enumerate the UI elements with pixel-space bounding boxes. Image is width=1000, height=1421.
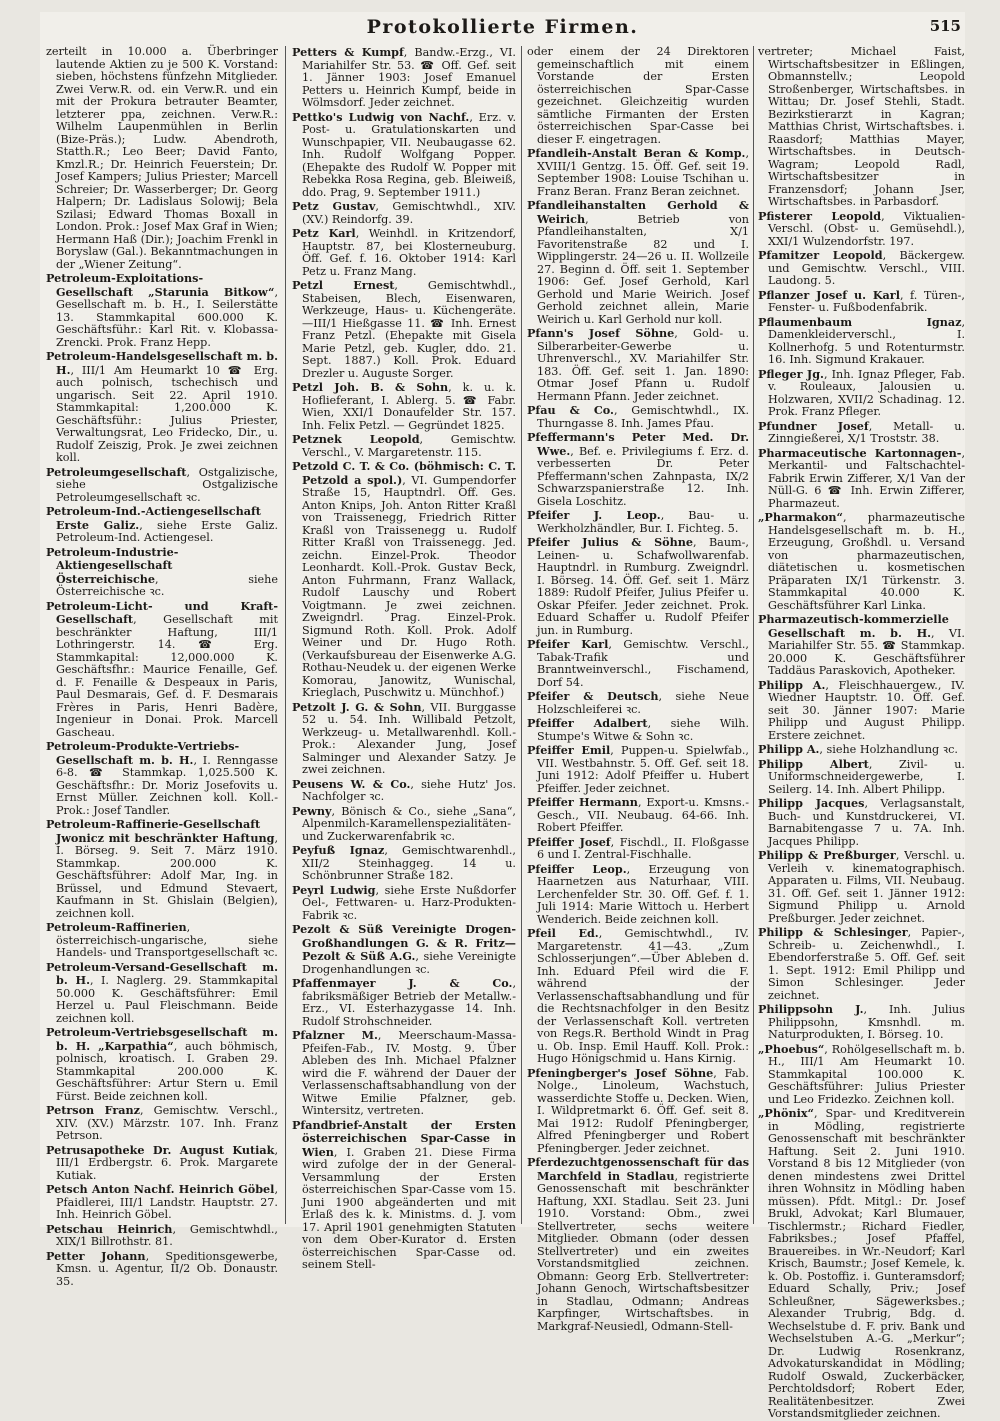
directory-entry: Petroleum-Versand-Gesellschaft m. b. H., I. Naglerg. 29. Stammkapital 50.000 K. Geschäftsführer: Emil Herzel u. Paul Fleischmann. Beide zeichnen koll.: [46, 959, 278, 1025]
directory-entry: Petroleum-Produkte-Vertriebs-Gesellschaft m. b. H., I. Renngasse 6-8. ☎ Stammkap. 1,025.500 K. Geschäftsfhr.: Dr. Moriz Josefovits u. Ernst Müller. Zeichnen koll. Koll.-Prok.: Josef Tandler.: [46, 739, 278, 817]
directory-entry: Pharmazeutisch-kommerzielle Gesellschaft m. b. H., VI. Mariahilfer Str. 55. ☎ Stammkap. 20.000 K. Geschäftsführer Taddäus Paraskovich, Apotheker.: [758, 612, 965, 677]
directory-entry: Pfandleihanstalten Gerhold & Weirich, Betrieb von Pfandleihanstalten, X/1 Favoritenstraße 82 und I. Wipplingerstr. 24—26 u. II. Wollzeile 27. Beginn d. Öff. seit 1. September 1906: Gef. Josef Gerhold, Karl Gerhold und Marie Weirich. Josef Gerhold zeichnet allein, Marie Weirich u. Karl Gerhold nur koll.: [527, 198, 749, 326]
page-title: Protokollierte Firmen.: [366, 16, 639, 38]
directory-entry: Pettko's Ludwig von Nachf., Erz. v. Post- u. Gratulationskarten und Wunschpapier, VII. Neubaugasse 62. Inh. Rudolf Wolfgang Popper. (Ehepakte des Rudolf W. Popper mit Rebekka Rosa Regina, geb. Bleiweiß, ddo. Prag, 9. September 1911.): [292, 109, 516, 199]
firm-name: Petsch Anton Nachf. Heinrich Göbel: [46, 1182, 275, 1196]
firm-name: Petroleum-Industrie-Aktiengesellschaft Österreichische: [46, 544, 179, 586]
directory-entry: Pfundner Josef, Metall- u. Zinngießerei, X/1 Troststr. 38.: [758, 418, 966, 445]
directory-entry: Petroleum-Vertriebsgesellschaft m. b. H. „Karpathia“, auch böhmisch, polnisch, kroatisch. I. Graben 29. Stammkapital 200.000 K. Geschäftsführer: Artur Stern u. Emil Fürst. Beide zeichnen koll.: [46, 1025, 278, 1103]
firm-name: „Pharmakon“: [758, 510, 843, 524]
column-3: [527, 45, 750, 1333]
firm-name: Petz Gustav: [292, 199, 376, 213]
firm-name: Petroleum-Ind.-Actiengesellschaft Erste Galiz.: [46, 504, 261, 532]
firm-name: Peusens W. & Co.: [292, 776, 411, 791]
directory-entry: Petz Karl, Weinhdl. in Kritzendorf, Hauptstr. 87, bei Klosterneuburg. Öff. Gef. f. 16. Oktober 1914: Karl Petz u. Franz Mang.: [292, 226, 516, 278]
firm-name: Pfeifer Julius & Söhne: [527, 535, 693, 549]
directory-entry: Pfalzner M., Meerschaum-Massa-Pfeifen-Fab., IV. Mostg. 9. Über Ableben des Inh. Michael Pfalzner wird die F. während der Dauer der Verlassenschaftsabhandlung von der Witwe Emilie Pfalzner, geb. Wintersitz, vertreten.: [292, 1028, 516, 1117]
directory-entry: Philipp & Schlesinger, Papier-, Schreib- u. Zeichenwhdl., I. Ebendorferstraße 5. Off. Gef. seit 1. Sept. 1912: Emil Philipp und Simon Schlesinger. Jeder zeichnet.: [758, 925, 965, 1002]
firm-name: Pfandbrief-Anstalt der Ersten österreichischen Spar-Casse in Wien: [292, 1117, 516, 1159]
firm-name: Petzold C. T. & Co. (böhmisch: C. T. Petzold a spol.): [292, 459, 516, 487]
directory-entry: Petzl Ernest, Gemischtwhdl., Stabeisen, Blech, Eisenwaren, Werkzeuge, Haus- u. Küchengeräte.—III/1 Hießgasse 11. ☎ Inh. Ernest Franz Petzl. (Ehepakte mit Gisela Marie Petzl, geb. Kugler, ddo. 21. Sept. 1887.) Koll. Prok. Eduard Drezler u. Auguste Sorger.: [292, 278, 516, 380]
firm-name: Pfundner Josef: [758, 418, 869, 433]
directory-entry: Pharmaceutische Kartonnagen-, Merkantil- und Faltschachtel-Fabrik Erwin Zifferer, X/1 Van der Nüll-G. 6 ☎ Inh. Erwin Zifferer, Pharmazeut.: [758, 445, 965, 510]
directory-entry: Pfann's Josef Söhne, Gold- u. Silberarbeiter-Gewerbe u. Uhrenverschl., XV. Mariahilfer Str. 183. Öff. Gef. seit 1. Jan. 1890: Otmar Josef Pfann u. Rudolf Hermann Pfann. Jeder zeichnet.: [527, 326, 750, 403]
firm-name: Petzolt J. G. & Sohn: [292, 699, 422, 714]
firm-name: Pharmaceutische Kartonnagen-: [758, 445, 962, 460]
directory-entry: Pflanzer Josef u. Karl, f. Türen-, Fenster- u. Fußbodenfabrik.: [758, 287, 965, 314]
directory-entry: „Phoebus“, Rohölgesellschaft m. b. H., III/1 Am Heumarkt 10. Stammkapital 100.000 K. Geschäftsführer: Julius Priester und Leo Fridezko. Zeichnen koll.: [758, 1041, 965, 1106]
directory-page: [40, 12, 966, 1420]
directory-entry: Philipp A., Fleischhauergew., IV. Wiedner Hauptstr. 10. Öff. Gef. seit 30. Jänner 1907: Marie Philipp und August Philipp. Erstere zeichnet.: [758, 677, 965, 742]
directory-entry: Pfisterer Leopold, Viktualien-Verschl. (Obst- u. Gemüsehdl.), XXI/1 Wulzendorfstr. 197.: [758, 208, 965, 248]
directory-entry: Pfeffermann's Peter Med. Dr. Wwe., Bef. e. Privilegiums f. Erz. d. verbesserten Dr. Peter Pfeffermann'schen Zahnpasta, IX/2 Schwarzspanierstraße 12. Inh. Gisela Loschitz.: [527, 430, 749, 508]
firm-name: Petroleum-Licht- und Kraft-Gesellschaft: [46, 598, 278, 626]
directory-entry: Petroleum-Ind.-Actiengesellschaft Erste Galiz., siehe Erste Galiz. Petroleum-Ind. Actiengesel.: [46, 504, 279, 544]
directory-entry: Pfau & Co., Gemischtwhdl., IX. Thurngasse 8. Inh. James Pfau.: [527, 403, 749, 430]
directory-entry: oder einem der 24 Direktoren gemeinschaftlich mit einem Vorstande der Ersten österreichischen Spar-Casse gezeichnet. Gleichzeitig wurden sämtliche Firmanten der Ersten österreichischen Spar-Casse bei dieser F. eingetragen.: [527, 45, 749, 146]
firm-name: Philipp & Preßburger: [758, 848, 896, 862]
directory-entry: Pfeningberger's Josef Söhne, Fab. Nolge., Linoleum, Wachstuch, wasserdichte Stoffe u. Decken. Wien, I. Wildpretmarkt 6. Öff. Gef. seit 8. Mai 1912: Rudolf Pfeningberger, Alfred Pfeningberger und Robert Pfeningberger. Jeder zeichnet.: [527, 1065, 749, 1155]
firm-name: Petz Karl: [292, 226, 356, 240]
directory-entry: Philipp A., siehe Holzhandlung ꝛc.: [758, 742, 958, 756]
firm-name: Pfeiffer Emil: [527, 743, 611, 757]
firm-name: Petroleum-Raffinerien: [46, 920, 187, 934]
directory-entry: Pfeifer J. Leop., Bau- u. Werkholzhändler, Bur. I. Fichteg. 5.: [527, 508, 749, 535]
firm-name: Pfamitzer Leopold: [758, 248, 883, 262]
firm-name: Pewny: [292, 803, 332, 818]
firm-name: Pfeil Ed.: [527, 926, 599, 940]
page-header: [40, 14, 965, 42]
firm-name: Pfandleih-Anstalt Beran & Komp.: [527, 146, 746, 160]
firm-name: Petroleum-Raffinerie-Gesellschaft Jwonicz mit beschränkter Haftung: [46, 817, 275, 845]
firm-name: Pfisterer Leopold: [758, 208, 882, 223]
directory-entry: Petsch Anton Nachf. Heinrich Göbel, Pfaidlerei, III/1 Landstr. Hauptstr. 27. Inh. Heinrich Göbel.: [46, 1182, 278, 1221]
firm-name: Philipp & Schlesinger: [758, 925, 908, 939]
directory-entry: Pfeiffer Josef, Fischdl., II. Floßgasse 6 und I. Zentral-Fischhalle.: [527, 834, 749, 861]
directory-entry: Pfeiffer Adalbert, siehe Wilh. Stumpe's Witwe & Sohn ꝛc.: [527, 716, 750, 743]
directory-entry: Philipp Albert, Zivil- u. Uniformschneidergewerbe, I. Seilerg. 14. Inh. Albert Philipp.: [758, 756, 965, 796]
directory-entry: Philipp & Preßburger, Verschl. u. Verleih v. kinematographisch. Apparaten u. Films, VII. Neubaug. 31. Off. Gef. seit 1. Jänner 1912: Sigmund Philipp u. Arnold Preßburger. Jeder zeichnet.: [758, 848, 965, 925]
directory-entry: Philipp Jacques, Verlagsanstalt, Buch- und Kunstdruckerei, VI. Barnabitengasse 7 u. 7A. Inh. Jacques Philipp.: [758, 796, 965, 848]
directory-entry: Pfandbrief-Anstalt der Ersten österreichischen Spar-Casse in Wien, I. Graben 21. Diese Firma wird zufolge der in der General-Versammlung der Ersten österreichischen Spar-Casse vom 15. Juni 1900 abgeänderten und mit Erlaß des k. k. Ministms. d. J. vom 17. April 1901 genehmigten Statuten von dem Ober-Kurator d. Ersten österreichischen Spar-Casse od. seinem Stell-: [292, 1117, 516, 1271]
page-number: 515: [929, 17, 961, 35]
firm-name: Pfaffenmayer J. & Co.: [292, 976, 513, 990]
directory-entry: Petroleumgesellschaft, Ostgalizische, siehe Ostgalizische Petroleumgesellschaft ꝛc.: [46, 464, 278, 504]
directory-entry: Petroleum-Handelsgesellschaft m. b. H., III/1 Am Heumarkt 10 ☎ Erg. auch polnisch, tschechisch und ungarisch. Seit 22. April 1910. Stammkapital: 1,200.000 K. Geschäftsführ.: Julius Priester, Verwaltungsrat, Leo Fridecko, Dir., u. Rudolf Zeiszig, Prok. Je zwei zeichnen koll.: [46, 349, 278, 464]
firm-name: Pfeningberger's Josef Söhne: [527, 1065, 714, 1080]
directory-entry: Petschau Heinrich, Gemischtwhdl., XIX/1 Billrothstr. 81.: [46, 1221, 278, 1248]
directory-entry: zerteilt in 10.000 a. Überbringer lautende Aktien zu je 500 K. Vorstand: sieben, höchstens fünfzehn Mitglieder. Zwei Verw.R. od. ein Verw.R. und ein mit der Prokura betrauter Beamter, letzterer ppa, zeichnen. Verw.R.: Wilhelm Laupenmühlen in Berlin (Bize-Präs.); Ludw. Abendroth, Statth.R.; Leo Beer; David Fanto, Kmzl.R.; Dr. Heinrich Feuerstein; Dr. Josef Kampers; Julius Priester; Marcell Schreier; Dr. Wasserberger; Dr. Georg Halpern; Dr. Ladislaus Solowij; Bela Szilasi; Edward Thomas Boxall in London. Prok.: Josef Max Graf in Wien; Hermann Haß (Dir.); Joachim Frenkl in Boryslaw (Gal.). Bekanntmachungen in der „Wiener Zeitung“.: [46, 45, 279, 271]
firm-name: Pfau & Co.: [527, 403, 614, 417]
firm-name: Petrson Franz: [46, 1103, 141, 1117]
firm-name: Pfann's Josef Söhne: [527, 326, 675, 340]
firm-name: Peyfuß Ignaz: [292, 843, 385, 857]
directory-entry: Pfleger Jg., Inh. Ignaz Pfleger, Fab. v. Rouleaux, Jalousien u. Holzwaren, XVII/2 Schadinag. 12. Prok. Franz Pfleger.: [758, 366, 965, 418]
firm-name: Petzl Joh. B. & Sohn: [292, 380, 449, 394]
column-4: [758, 45, 966, 1420]
directory-entry: Petzold C. T. & Co. (böhmisch: C. T. Petzold a spol.), VI. Gumpendorfer Straße 15, Hauptndrl. Off. Ges. Anton Knips, Joh. Anton Ritter Kraßl von Traissenegg, Friedrich Ritter Kraßl von Traissenegg u. Rudolf Ritter Kraßl von Traissenegg. Jed. zeichn. Einzel-Prok. Theodor Leonhardt. Koll.-Prok. Gustav Beck, Anton Fuhrmann, Franz Wallack, Rudolf Lauschy und Robert Voigtmann. Je zwei zeichnen. Zweigndrl. Prag. Einzel-Prok. Sigmund Roth. Koll. Prok. Adolf Weiner und Dr. Hugo Roth. (Verkaufsbureau der Eisenwerke A.G. Rothau-Neudek u. der eigenen Werke Komorau, Janowitz, Wunischal, Krieglach, Puschwitz u. Münchhof.): [292, 459, 516, 699]
directory-entry: Peyrl Ludwig, siehe Erste Nußdorfer Oel-, Fettwaren- u. Harz-Produkten-Fabrik ꝛc.: [292, 882, 517, 922]
directory-entry: Petroleum-Raffinerien, österreichisch-ungarische, siehe Handels- und Transportgesellschaft ꝛc.: [46, 920, 278, 959]
firm-name: Petroleum-Versand-Gesellschaft m. b. H.: [46, 959, 278, 987]
directory-entry: Petrson Franz, Gemischtw. Verschl., XIV. (XV.) Märzstr. 107. Inh. Franz Petrson.: [46, 1103, 278, 1142]
directory-entry: Pewny, Bönisch & Co., siehe „Sana“, Alpenmilch-Karamellenspezialitäten- und Zuckerwarenfabrik ꝛc.: [292, 803, 516, 843]
firm-name: Philipp A.: [758, 677, 826, 692]
column-2: [292, 45, 517, 1271]
directory-entry: Pferdezuchtgenossenschaft für das Marchfeld in Stadlau, registrierte Genossenschaft mit beschränkter Haftung, XXI. Stadlau. Seit 23. Juni 1910. Vorstand: Obm., zwei Stellvertreter, sechs weitere Mitglieder. Obmann (oder dessen Stellvertreter) und ein zweites Vorstandsmitglied zeichnen. Obmann: Georg Erb. Stellvertreter: Johann Genoch, Wirtschaftsbesitzer in Stadlau, Odmann; Andreas Karpfinger, Wirtschaftsbes. in Markgraf-Neusiedl, Odmann-Stell-: [527, 1155, 749, 1333]
directory-entry: Petters & Kumpf, Bandw.-Erzg., VI. Mariahilfer Str. 53. ☎ Off. Gef. seit 1. Jänner 1903: Josef Emanuel Petters u. Heinrich Kumpf, beide in Wölmsdorf. Jeder zeichnet.: [292, 45, 516, 109]
directory-entry: Petznek Leopold, Gemischtw. Verschl., V. Margaretenstr. 115.: [292, 432, 517, 459]
firm-name: Petter Johann: [46, 1248, 146, 1263]
firm-name: Pfeffermann's Peter Med. Dr. Wwe.: [527, 430, 749, 458]
directory-entry: Peyfuß Ignaz, Gemischtwarenhdl., XII/2 Steinhaggeg. 14 u. Schönbrunner Straße 182.: [292, 843, 516, 882]
firm-name: „Phoebus“: [758, 1041, 825, 1056]
directory-entry: Petroleum-Industrie-Aktiengesellschaft Österreichische, siehe Österreichische ꝛc.: [46, 544, 278, 598]
firm-name: „Phönix“: [758, 1106, 814, 1120]
directory-entry: Peusens W. & Co., siehe Hutz' Jos. Nachfolger ꝛc.: [292, 776, 516, 803]
directory-entry: Pfeiffer Leop., Erzeugung von Haarnetzen aus Naturhaar, VIII. Lerchenfelder Str. 30. Off. Gef. f. 1. Juli 1914: Marie Wittoch u. Herbert Wenderich. Beide zeichnen koll.: [527, 861, 749, 926]
column-1: [46, 45, 279, 1288]
directory-entry: Petroleum-Licht- und Kraft-Gesellschaft, Gesellschaft mit beschränkter Haftung, III/1 Lothringerstr. 14. ☎ Erg. Stammkapital: 12,000.000 K. Geschäftsfhr.: Maurice Fenaille, Gef. d. F. Fenaille & Despeaux in Paris, Paul Desmarais, Gef. d. F. Desmarais Frères in Paris, Henri Badère, Ingenieur in Donai. Prok. Marcell Gascheau.: [46, 598, 278, 739]
directory-entry: Pezolt & Süß Vereinigte Drogen-Großhandlungen G. & R. Fritz—Pezolt & Süß A.G., siehe Vereinigte Drogenhandlungen ꝛc.: [292, 922, 516, 976]
firm-name: Pfalzner M.: [292, 1028, 378, 1042]
directory-entry: Petrusapotheke Dr. August Kutiak, III/1 Erdbergstr. 6. Prok. Margarete Kutiak.: [46, 1142, 278, 1182]
directory-entry: „Phönix“, Spar- und Kreditverein in Mödling, registrierte Genossenschaft mit beschränkter Haftung. Seit 2. Juni 1910. Vorstand 8 bis 12 Mitglieder (von denen mindestens zwei Drittel ihren Wohnsitz in Mödling haben müssen). Pfdt. Mitgl.: Dr. Josef Brukl, Advokat; Karl Blumauer, Tischlermstr.; Richard Fiedler, Fabriksbes.; Josef Pfaffel, Brauereibes. in Wr.-Neudorf; Karl Krisch, Baumstr.; Josef Kemele, k. k. Ob. Postoffiz. i. Gunteramsdorf; Eduard Schally, Priv.; Josef Schleußner, Sägewerksbes.; Alexander Trubrig, Bdg. d. Wechselstube d. F. priv. Bank und Wechselstuben A.-G. „Merkur“; Dr. Ludwig Rosenkranz, Advokaturskandidat in Mödling; Rudolf Oswald, Zuckerbäcker, Perchtoldsdorf; Robert Eder, Realitätenbesitzer. Zwei Vorstandsmitglieder zeichnen.: [758, 1106, 965, 1420]
directory-entry: Pfaffenmayer J. & Co., fabriksmäßiger Betrieb der Metallw.-Erz., VI. Esterhazygasse 14. Inh. Rudolf Strohschneider.: [292, 976, 516, 1028]
firm-name: Pezolt & Süß Vereinigte Drogen-Großhandlungen G. & R. Fritz—Pezolt & Süß A.G.: [292, 922, 516, 963]
firm-name: Pfeiffer Leop.: [527, 861, 627, 876]
firm-name: Petrusapotheke Dr. August Kutiak: [46, 1142, 275, 1157]
firm-name: Pfeiffer Adalbert: [527, 716, 648, 730]
directory-entry: Pfeiffer Hermann, Export-u. Kmsns.-Gesch., VII. Neubaug. 64-66. Inh. Robert Pfeiffer.: [527, 795, 749, 834]
firm-name: Pettko's Ludwig von Nachf.: [292, 109, 470, 124]
firm-name: Philipp A.: [758, 742, 820, 756]
firm-name: Pfeifer J. Leop.: [527, 508, 661, 522]
firm-name: Philipp Jacques: [758, 796, 865, 810]
firm-name: Pfeifer & Deutsch: [527, 689, 659, 703]
firm-name: Pferdezuchtgenossenschaft für das Marchfeld in Stadlau: [527, 1155, 749, 1183]
firm-name: Philipp Albert: [758, 756, 869, 771]
directory-entry: Petroleum-Raffinerie-Gesellschaft Jwonicz mit beschränkter Haftung, I. Börseg. 9. Seit 7. März 1910. Stammkap. 200.000 K. Geschäftsführer: Adolf Mar, Ing. in Brüssel, und Edmund Stevaert, Kaufmann in St. Ghislain (Belgien), zeichnen koll.: [46, 817, 278, 920]
directory-entry: Pfeiffer Emil, Puppen-u. Spielwfab., VII. Westbahnstr. 5. Off. Gef. seit 18. Juni 1912: Adolf Pfeiffer u. Hubert Pfeiffer. Jeder zeichnet.: [527, 743, 749, 795]
directory-entry: Petzl Joh. B. & Sohn, k. u. k. Hoflieferant, I. Ablerg. 5. ☎ Fabr. Wien, XXI/1 Donaufelder Str. 157. Inh. Felix Petzl. — Gegründet 1825.: [292, 380, 516, 432]
directory-entry: Pfandleih-Anstalt Beran & Komp., XVIII/1 Gentzg. 15. Öff. Gef. seit 19. September 1908: Louise Tschihan u. Franz Beran. Franz Beran zeichnet.: [527, 146, 749, 198]
columns-container: [40, 45, 966, 1420]
firm-name: Pfleger Jg.: [758, 366, 824, 381]
firm-name: Petters & Kumpf: [292, 45, 404, 59]
directory-entry: Pfamitzer Leopold, Bäckergew. und Gemischtw. Verschl., VIII. Laudong. 5.: [758, 248, 965, 287]
directory-entry: Pfeifer Julius & Söhne, Baum-, Leinen- u. Schafwollwarenfab. Hauptndrl. in Rumburg. Zweigndrl. I. Börseg. 14. Öff. Gef. seit 1. März 1889: Rudolf Pfeifer, Julius Pfeifer u. Oskar Pfeifer. Jeder zeichnet. Prok. Eduard Schaffer u. Rudolf Pfeifer jun. in Rumburg.: [527, 535, 749, 637]
directory-entry: Petzolt J. G. & Sohn, VII. Burggasse 52 u. 54. Inh. Willibald Petzolt, Werkzeug- u. Metallwarenhdl. Koll.-Prok.: Alexander Jung, Josef Salminger und Alexander Satzy. Je zwei zeichnen.: [292, 699, 516, 776]
directory-entry: „Pharmakon“, pharmazeutische Handelsgesellschaft m. b. H., Erzeugung, Großhdl. u. Versand von pharmazeutischen, diätetischen u. kosmetischen Präparaten IX/1 Türkenstr. 3. Stammkapital 40.000 K. Geschäftsführer Karl Linka.: [758, 510, 965, 612]
directory-entry: Pfeil Ed., Gemischtwhdl., IV. Margaretenstr. 41—43. „Zum Schlosserjungen“.—Über Ableben d. Inh. Eduard Pfeil wird die F. während der Verlassenschaftsabhandlung und für die Rechtsnachfolger in den Besitz der Verlassenschaft Koll. vertreten von Regs.R. Berthold Windt in Prag u. Ob. Insp. Emil Hauff. Koll. Prok.: Hugo Hönigschmid u. Hans Kirnig.: [527, 926, 749, 1065]
directory-entry: Philippsohn J., Inh. Julius Philippsohn, Kmsnhdl. m. Naturprodukten, I. Börseg. 10.: [758, 1002, 965, 1041]
firm-name: Pfeifer Karl: [527, 637, 609, 651]
firm-name: Pflaumenbaum Ignaz: [758, 314, 962, 329]
firm-name: Pfeiffer Hermann: [527, 795, 638, 809]
directory-entry: Petz Gustav, Gemischtwhdl., XIV. (XV.) Reindorfg. 39.: [292, 199, 516, 226]
firm-name: Petroleum-Produkte-Vertriebs-Gesellschaft m. b. H.: [46, 739, 240, 767]
firm-name: Pfandleihanstalten Gerhold & Weirich: [527, 198, 749, 226]
directory-entry: Pfeifer Karl, Gemischtw. Verschl., Tabak-Trafik und Branntweinverschl., Fischamend, Dorf 54.: [527, 637, 749, 689]
firm-name: Pharmazeutisch-kommerzielle Gesellschaft m. b. H.: [758, 612, 949, 640]
firm-name: Petroleum-Handelsgesellschaft m. b. H.: [46, 349, 278, 377]
firm-name: Pfeiffer Josef: [527, 834, 611, 849]
directory-entry: Petroleum-Exploitations-Gesellschaft „Starunia Bitkow“, Gesellschaft m. b. H., I. Seilerstätte 13. Stammkapital 600.000 K. Geschäftsführ.: Karl Rit. v. Klobassa-Zrencki. Prok. Franz Hepp.: [46, 271, 278, 349]
firm-name: Petroleum-Vertriebsgesellschaft m. b. H. „Karpathia“: [46, 1025, 278, 1053]
directory-entry: Pflaumenbaum Ignaz, Damenkleiderverschl., I. Kollnerhofg. 5 und Rotenturmstr. 16. Inh. Sigmund Krakauer.: [758, 314, 965, 366]
firm-name: Philippsohn J.: [758, 1002, 864, 1016]
directory-entry: Pfeifer & Deutsch, siehe Neue Holzschleiferei ꝛc.: [527, 689, 749, 716]
directory-entry: vertreter; Michael Faist, Wirtschaftsbesitzer in Eßlingen, Obmannstellv.; Leopold Stroßenberger, Wirtschaftsbes. in Wittau; Dr. Josef Stehli, Stadt. Bezirkstierarzt in Kagran; Matthias Christ, Wirtschaftsbes. i. Raasdorf; Matthias Mayer, Wirtschaftsbes. in Deutsch-Wagram; Leopold Radl, Wirtschaftsbesitzer in Franzensdorf; Johann Jser, Wirtschaftsbes. in Parbasdorf.: [758, 45, 965, 208]
firm-name: Petroleumgesellschaft: [46, 464, 187, 479]
firm-name: Peyrl Ludwig: [292, 882, 376, 897]
firm-name: Petzl Ernest: [292, 278, 395, 292]
firm-name: Petroleum-Exploitations-Gesellschaft „Starunia Bitkow“: [46, 271, 275, 299]
firm-name: Petschau Heinrich: [46, 1221, 173, 1236]
directory-entry: Petter Johann, Speditionsgewerbe, Kmsn. u. Agentur, II/2 Ob. Donaustr. 35.: [46, 1248, 278, 1288]
firm-name: Petznek Leopold: [292, 432, 420, 446]
firm-name: Pflanzer Josef u. Karl: [758, 287, 900, 302]
